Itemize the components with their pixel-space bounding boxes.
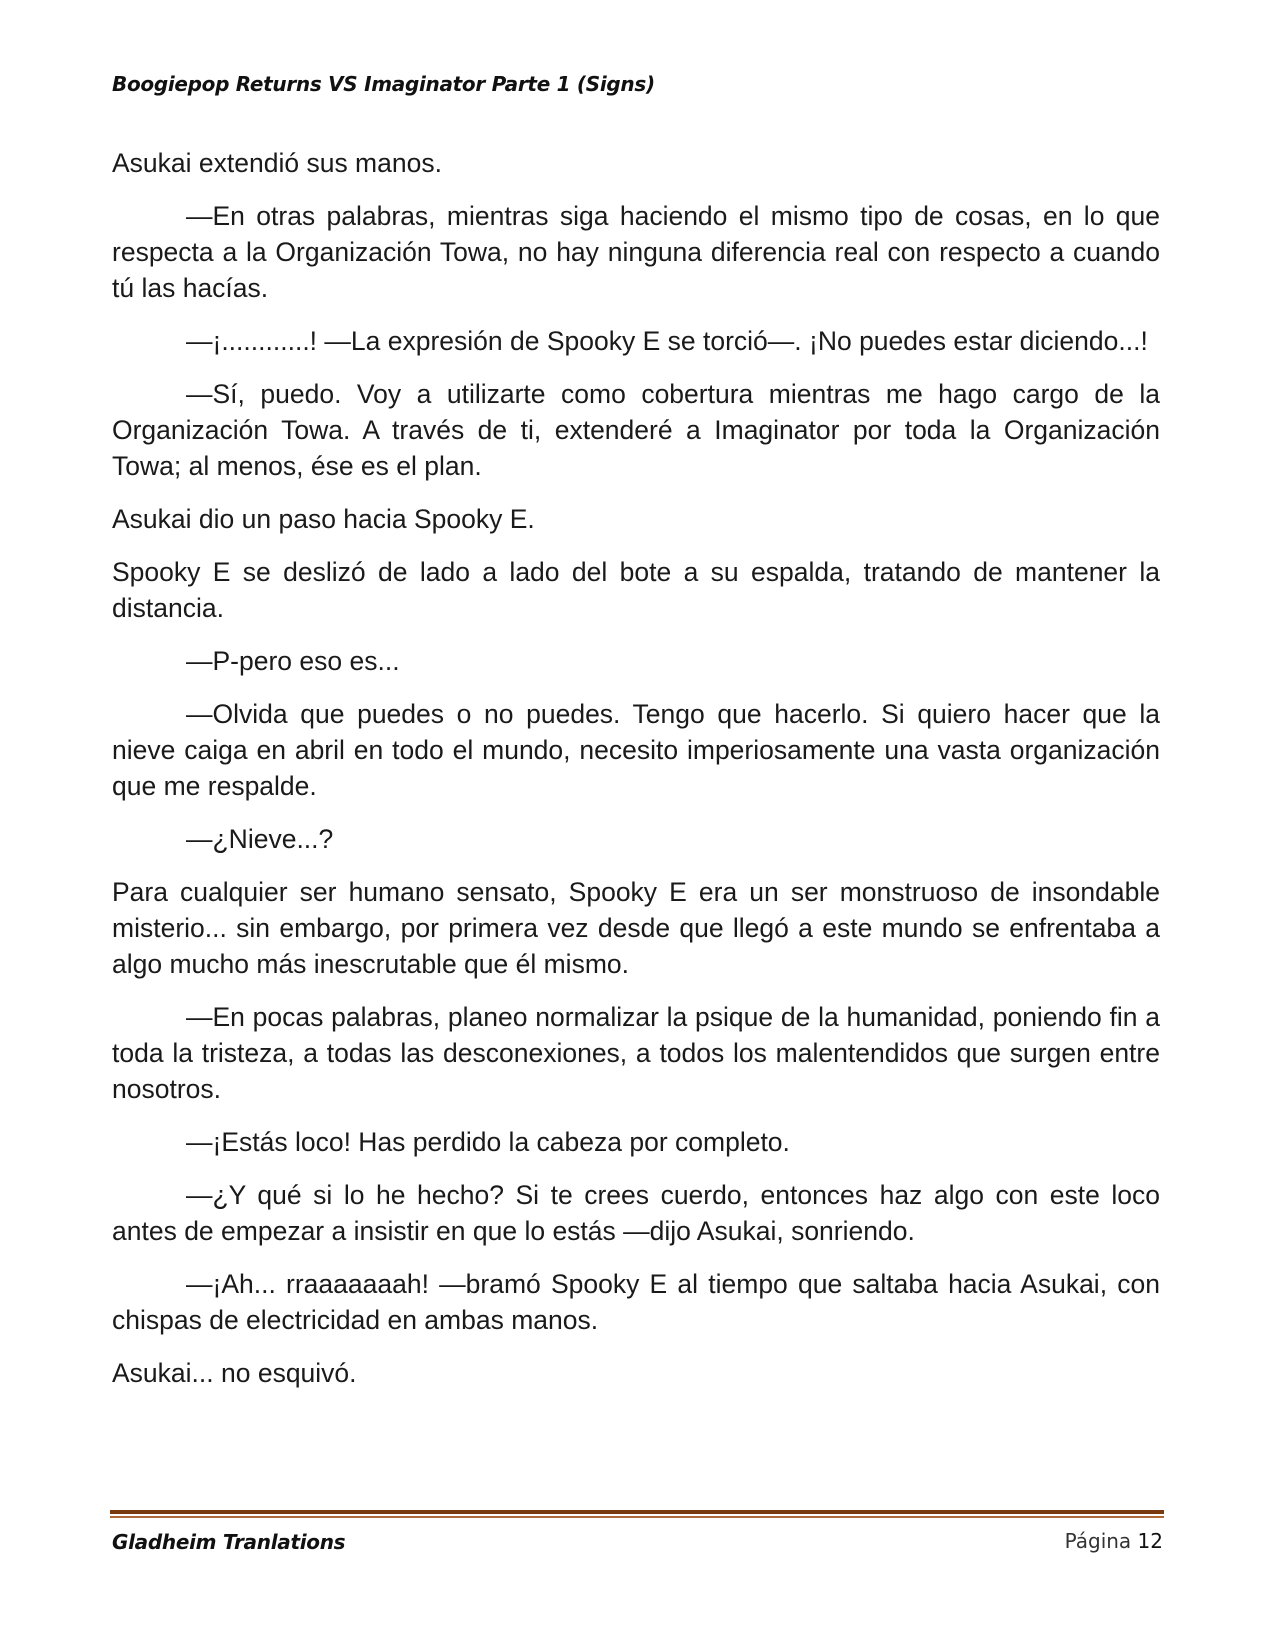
paragraph: —En pocas palabras, planeo normalizar la psique de la humanidad, poniendo fin a toda la tristeza, a todas las desconexiones, a todos los malentendidos que surgen entre nosotros. <box>112 1002 1160 1104</box>
paragraph: Asukai... no esquivó. <box>112 1358 357 1388</box>
body-text <box>112 145 1160 1408</box>
running-header-title: Boogiepop Returns VS Imaginator Parte 1 (Signs) <box>112 72 655 96</box>
page-number-value: 12 <box>1137 1529 1163 1553</box>
paragraph: —¿Nieve...? <box>186 824 334 854</box>
paragraph: —P-pero eso es... <box>186 646 400 676</box>
paragraph: —¿Y qué si lo he hecho? Si te crees cuerdo, entonces haz algo con este loco antes de empezar a insistir en que lo estás —dijo Asukai, sonriendo. <box>112 1180 1160 1246</box>
page-label: Página <box>1064 1529 1132 1553</box>
page-number <box>1065 1529 1163 1553</box>
paragraph: Asukai extendió sus manos. <box>112 148 442 178</box>
footer-credit: Gladheim Tranlations <box>112 1530 346 1554</box>
paragraph: —¡Ah... rraaaaaaah! —bramó Spooky E al tiempo que saltaba hacia Asukai, con chispas de electricidad en ambas manos. <box>112 1269 1160 1335</box>
paragraph: —¡............! —La expresión de Spooky E se torció—. ¡No puedes estar diciendo...! <box>186 326 1148 356</box>
paragraph: —Sí, puedo. Voy a utilizarte como cobertura mientras me hago cargo de la Organización Towa. A través de ti, extenderé a Imaginator por toda la Organización Towa; al menos, ése es el plan. <box>112 379 1160 481</box>
footer-divider <box>110 1510 1164 1518</box>
paragraph: —Olvida que puedes o no puedes. Tengo que hacerlo. Si quiero hacer que la nieve caiga en abril en todo el mundo, necesito imperiosamente una vasta organización que me respalde. <box>112 699 1160 801</box>
paragraph: Para cualquier ser humano sensato, Spooky E era un ser monstruoso de insondable misterio... sin embargo, por primera vez desde que llegó a este mundo se enfrentaba a algo mucho más inescrutable que él mismo. <box>112 877 1160 979</box>
paragraph: Asukai dio un paso hacia Spooky E. <box>112 504 535 534</box>
paragraph: Spooky E se deslizó de lado a lado del bote a su espalda, tratando de mantener la distancia. <box>112 557 1160 623</box>
paragraph: —En otras palabras, mientras siga haciendo el mismo tipo de cosas, en lo que respecta a la Organización Towa, no hay ninguna diferencia real con respecto a cuando tú las hacías. <box>112 201 1160 303</box>
paragraph: —¡Estás loco! Has perdido la cabeza por completo. <box>186 1127 790 1157</box>
